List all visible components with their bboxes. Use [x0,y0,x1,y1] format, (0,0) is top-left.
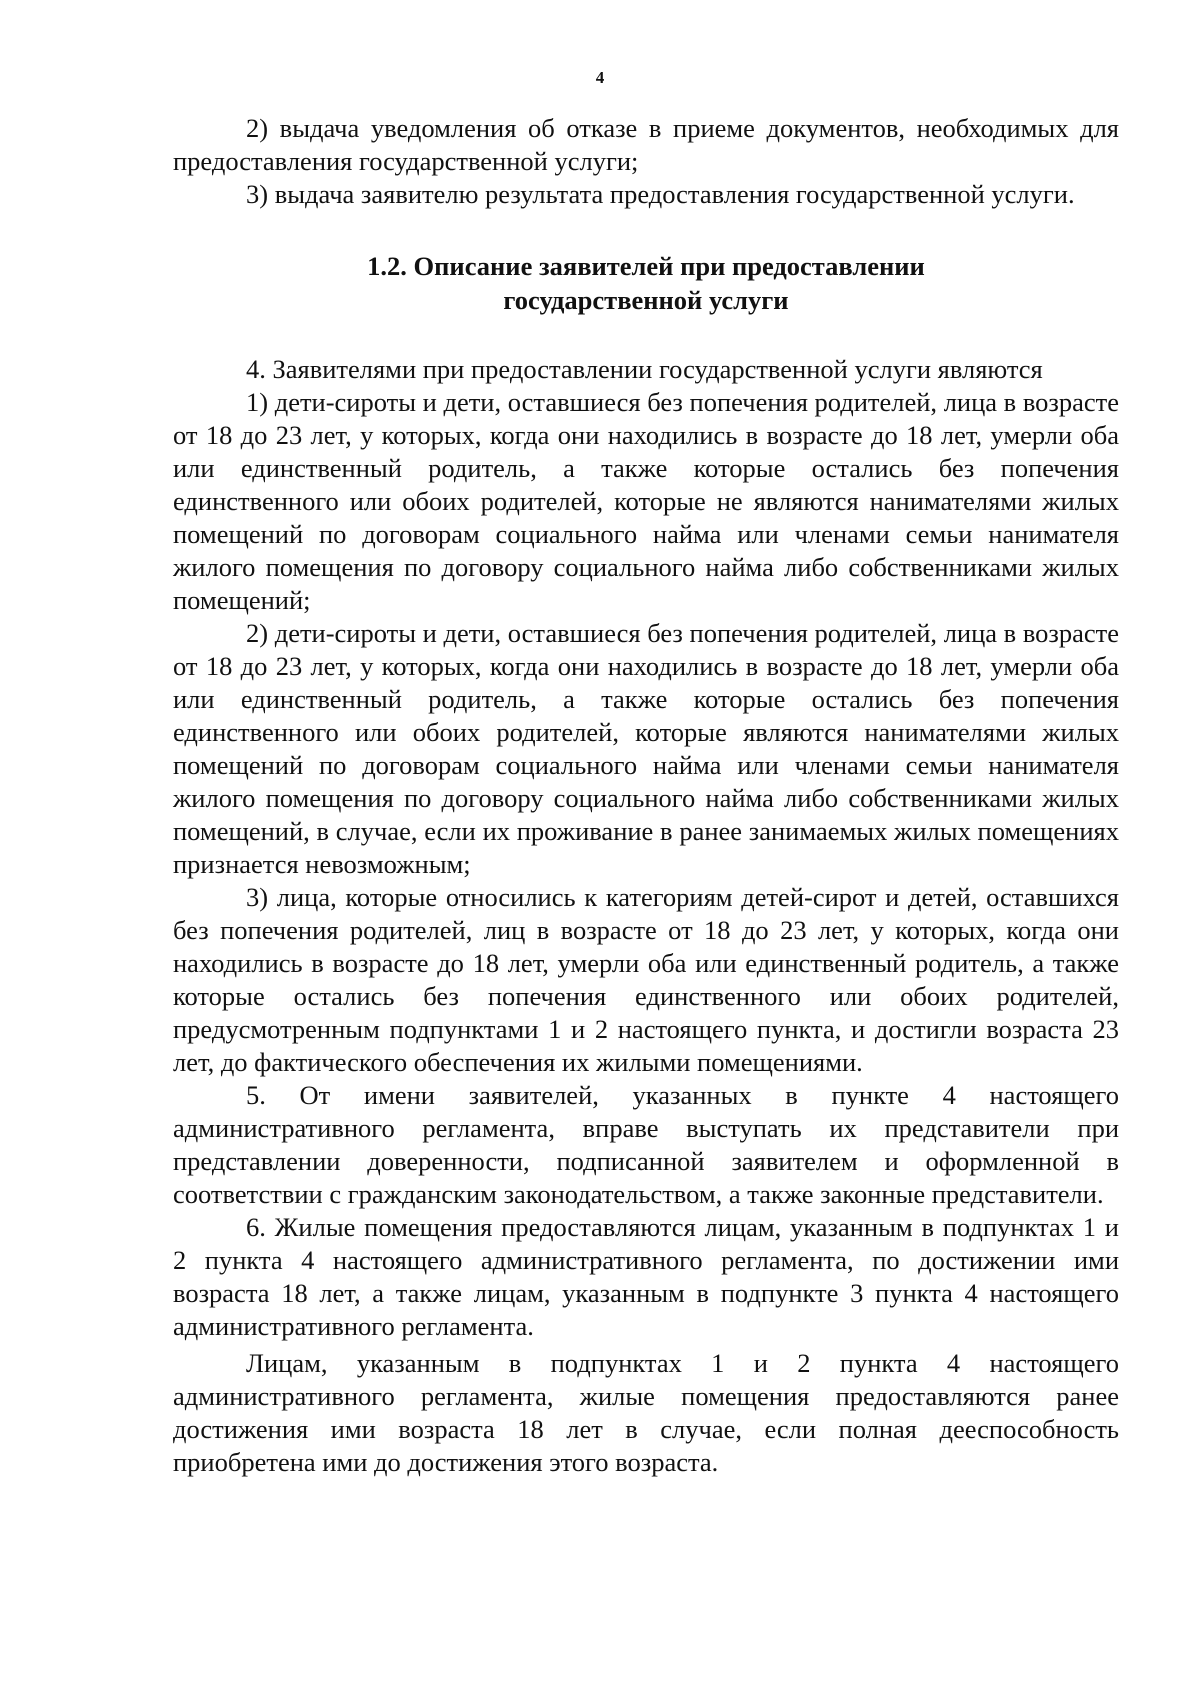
paragraph-subpoint-1: 1) дети-сироты и дети, оставшиеся без попечения родителей, лица в возрасте от 18 до 23 лет, у которых, когда они находились в возрасте до 18 лет, умерли оба или единственный родитель, а также которые остались без попечения единственного или обоих родителей, которые не являются нанимателями жилых помещений по договорам социального найма или членами семьи нанимателя жилого помещения по договору социального найма либо собственниками жилых помещений; [173,387,1119,615]
paragraph-item-2: 2) выдача уведомления об отказе в приеме документов, необходимых для предоставления государственной услуги; [173,113,1119,176]
page-number: 4 [595,68,605,87]
paragraph-point-4: 4. Заявителями при предоставлении государственной услуги являются [246,354,1043,384]
section-heading-line-2: государственной услуги [503,285,789,315]
paragraph-subpoint-3: 3) лица, которые относились к категориям детей-сирот и детей, оставшихся без попечения родителей, лиц в возрасте от 18 до 23 лет, у которых, когда они находились в возрасте до 18 лет, умерли оба или единственный родитель, а также которые остались без попечения единственного или обоих родителей, предусмотренным подпунктами 1 и 2 настоящего пункта, и достигли возраста 23 лет, до фактического обеспечения их жилыми помещениями. [173,882,1119,1077]
paragraph-point-6-continuation: Лицам, указанным в подпунктах 1 и 2 пункта 4 настоящего административного регламента, жилые помещения предоставляются ранее достижения ими возраста 18 лет в случае, если полная дееспособность приобретена ими до достижения этого возраста. [173,1348,1119,1477]
paragraph-subpoint-2: 2) дети-сироты и дети, оставшиеся без попечения родителей, лица в возрасте от 18 до 23 лет, у которых, когда они находились в возрасте до 18 лет, умерли оба или единственный родитель, а также которые остались без попечения единственного или обоих родителей, которые являются нанимателями жилых помещений по договорам социального найма или членами семьи нанимателя жилого помещения по договору социального найма либо собственниками жилых помещений, в случае, если их проживание в ранее занимаемых жилых помещениях признается невозможным; [173,618,1119,879]
paragraph-point-5: 5. От имени заявителей, указанных в пункте 4 настоящего административного регламента, вправе выступать их представители при представлении доверенности, подписанной заявителем и оформленной в соответствии с гражданским законодательством, а также законные представители. [173,1080,1119,1209]
document-body [173,112,1119,1479]
section-heading [173,249,1119,317]
section-heading-line-1: 1.2. Описание заявителей при предоставлении [367,251,925,281]
paragraph-item-3: 3) выдача заявителю результата предоставления государственной услуги. [246,179,1075,209]
paragraph-point-6: 6. Жилые помещения предоставляются лицам, указанным в подпунктах 1 и 2 пункта 4 настоящего административного регламента, по достижении ими возраста 18 лет, а также лицам, указанным в подпункте 3 пункта 4 настоящего административного регламента. [173,1212,1119,1341]
